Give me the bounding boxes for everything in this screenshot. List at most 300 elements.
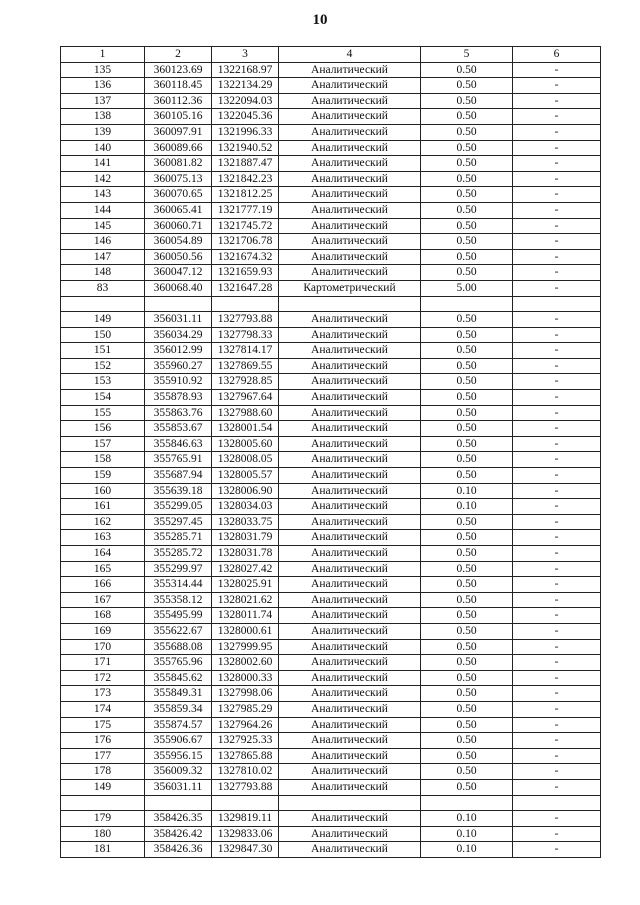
table-cell: Аналитический — [279, 483, 421, 499]
table-cell: 355495.99 — [145, 608, 212, 624]
table-cell: 1328034.03 — [212, 499, 279, 515]
table-cell: Аналитический — [279, 249, 421, 265]
table-row — [61, 156, 601, 172]
column-header: 3 — [212, 47, 279, 63]
table-cell: 358426.35 — [145, 811, 212, 827]
table-cell: - — [513, 312, 601, 328]
table-cell — [421, 296, 513, 312]
table-cell: 355765.91 — [145, 452, 212, 468]
table-row — [61, 608, 601, 624]
table-cell: 0.50 — [421, 546, 513, 562]
table-cell: 1328005.57 — [212, 468, 279, 484]
table-row — [61, 421, 601, 437]
table-cell: - — [513, 156, 601, 172]
column-header: 2 — [145, 47, 212, 63]
table-cell: 165 — [61, 561, 145, 577]
table-cell: 1328002.60 — [212, 655, 279, 671]
table-cell: 1321887.47 — [212, 156, 279, 172]
table-cell: 0.50 — [421, 561, 513, 577]
table-cell: 360089.66 — [145, 140, 212, 156]
table-cell: 0.50 — [421, 140, 513, 156]
table-cell: Аналитический — [279, 701, 421, 717]
table-cell: 146 — [61, 234, 145, 250]
table-cell: 1322168.97 — [212, 62, 279, 78]
table-cell: 0.50 — [421, 171, 513, 187]
table-cell: 0.50 — [421, 670, 513, 686]
table-cell: 0.50 — [421, 639, 513, 655]
table-cell: - — [513, 764, 601, 780]
table-cell: Аналитический — [279, 670, 421, 686]
table-cell: 0.10 — [421, 826, 513, 842]
table-cell: 360060.71 — [145, 218, 212, 234]
table-cell — [145, 795, 212, 811]
table-cell: 1328011.74 — [212, 608, 279, 624]
table-cell: 0.50 — [421, 701, 513, 717]
table-cell: - — [513, 670, 601, 686]
table-row — [61, 577, 601, 593]
table-row — [61, 561, 601, 577]
table-row — [61, 592, 601, 608]
table-cell: 1328025.91 — [212, 577, 279, 593]
table-cell: Аналитический — [279, 156, 421, 172]
table-cell: - — [513, 327, 601, 343]
table-cell: 360070.65 — [145, 187, 212, 203]
table-cell: 0.10 — [421, 842, 513, 858]
page-number: 10 — [312, 12, 328, 28]
table-row — [61, 811, 601, 827]
table-cell: 158 — [61, 452, 145, 468]
table-cell: - — [513, 436, 601, 452]
table-cell: 0.50 — [421, 327, 513, 343]
table-cell: 138 — [61, 109, 145, 125]
table-cell: - — [513, 374, 601, 390]
table-cell: Аналитический — [279, 639, 421, 655]
table-cell: 1327964.26 — [212, 717, 279, 733]
table-cell: 0.50 — [421, 218, 513, 234]
table-cell: 136 — [61, 78, 145, 94]
table-cell: 358426.42 — [145, 826, 212, 842]
table-cell: 5.00 — [421, 280, 513, 296]
table-row — [61, 779, 601, 795]
table-cell: 355849.31 — [145, 686, 212, 702]
table-cell: 0.50 — [421, 577, 513, 593]
table-cell: 1327810.02 — [212, 764, 279, 780]
table-row — [61, 546, 601, 562]
column-header: 5 — [421, 47, 513, 63]
table-cell: 1327814.17 — [212, 343, 279, 359]
table-cell: - — [513, 202, 601, 218]
table-cell: 0.50 — [421, 530, 513, 546]
table-cell: 1328027.42 — [212, 561, 279, 577]
table-cell: 0.50 — [421, 764, 513, 780]
table-cell: - — [513, 62, 601, 78]
table-cell: 1321777.19 — [212, 202, 279, 218]
table-cell: 168 — [61, 608, 145, 624]
table-cell: - — [513, 748, 601, 764]
table-row — [61, 639, 601, 655]
table-cell: 1327793.88 — [212, 779, 279, 795]
table-cell: 0.50 — [421, 343, 513, 359]
table-cell: 0.50 — [421, 592, 513, 608]
table-cell: - — [513, 452, 601, 468]
table-cell: - — [513, 171, 601, 187]
table-cell: 155 — [61, 405, 145, 421]
table-row — [61, 468, 601, 484]
table-cell: 0.50 — [421, 655, 513, 671]
table-cell: 356012.99 — [145, 343, 212, 359]
table-cell: - — [513, 390, 601, 406]
table-cell: 1321996.33 — [212, 124, 279, 140]
table-cell: 1328000.33 — [212, 670, 279, 686]
table-cell: 0.50 — [421, 390, 513, 406]
table-cell: - — [513, 530, 601, 546]
table-cell: Аналитический — [279, 93, 421, 109]
table-cell: 355285.71 — [145, 530, 212, 546]
table-cell: Аналитический — [279, 78, 421, 94]
table-cell: 142 — [61, 171, 145, 187]
table-cell: Аналитический — [279, 842, 421, 858]
table-cell: Аналитический — [279, 187, 421, 203]
table-cell: 360065.41 — [145, 202, 212, 218]
table-cell: - — [513, 405, 601, 421]
table-cell: Аналитический — [279, 452, 421, 468]
table-cell: Аналитический — [279, 343, 421, 359]
table-row — [61, 280, 601, 296]
table-cell: - — [513, 608, 601, 624]
table-cell: 360075.13 — [145, 171, 212, 187]
table-row — [61, 218, 601, 234]
table-cell: 179 — [61, 811, 145, 827]
table-cell: 1327798.33 — [212, 327, 279, 343]
table-cell: - — [513, 811, 601, 827]
table-cell: 147 — [61, 249, 145, 265]
table-cell: Аналитический — [279, 733, 421, 749]
table-cell: 166 — [61, 577, 145, 593]
table-cell: - — [513, 499, 601, 515]
table-cell: - — [513, 592, 601, 608]
table-row — [61, 483, 601, 499]
table-cell: 1328006.90 — [212, 483, 279, 499]
table-row — [61, 390, 601, 406]
table-body — [61, 62, 601, 857]
table-cell: 162 — [61, 514, 145, 530]
table-cell: - — [513, 421, 601, 437]
table-cell: 161 — [61, 499, 145, 515]
table-cell: 1327988.60 — [212, 405, 279, 421]
table-cell: - — [513, 234, 601, 250]
table-cell — [279, 296, 421, 312]
table-cell: 0.50 — [421, 468, 513, 484]
table-cell: - — [513, 717, 601, 733]
table-cell: 159 — [61, 468, 145, 484]
table-cell: 0.50 — [421, 187, 513, 203]
table-cell: 0.50 — [421, 436, 513, 452]
table-cell: 0.50 — [421, 249, 513, 265]
table-cell: 355687.94 — [145, 468, 212, 484]
table-cell: 1328021.62 — [212, 592, 279, 608]
table-cell: 1327967.64 — [212, 390, 279, 406]
table-cell: 355853.67 — [145, 421, 212, 437]
table-cell: 0.50 — [421, 405, 513, 421]
table-cell: 1328031.78 — [212, 546, 279, 562]
table-cell: 355956.15 — [145, 748, 212, 764]
table-row — [61, 109, 601, 125]
table-cell: 360097.91 — [145, 124, 212, 140]
table-cell: 0.50 — [421, 779, 513, 795]
table-cell: Аналитический — [279, 608, 421, 624]
table-cell: 356031.11 — [145, 312, 212, 328]
table-cell: 140 — [61, 140, 145, 156]
table-cell: 355846.63 — [145, 436, 212, 452]
table-row — [61, 514, 601, 530]
table-cell: 0.50 — [421, 234, 513, 250]
table-cell: - — [513, 577, 601, 593]
table-cell: 1327793.88 — [212, 312, 279, 328]
table-cell: 0.50 — [421, 78, 513, 94]
table-cell: 175 — [61, 717, 145, 733]
table-row — [61, 312, 601, 328]
table-cell: Аналитический — [279, 265, 421, 281]
table-cell: 1327999.95 — [212, 639, 279, 655]
table-cell: 0.10 — [421, 499, 513, 515]
table-cell: 174 — [61, 701, 145, 717]
table-cell: 1321706.78 — [212, 234, 279, 250]
table-cell: 1321812.25 — [212, 187, 279, 203]
table-cell: Аналитический — [279, 436, 421, 452]
table-cell: 355297.45 — [145, 514, 212, 530]
table-cell: 0.10 — [421, 811, 513, 827]
table-cell: - — [513, 93, 601, 109]
table-cell: 172 — [61, 670, 145, 686]
table-cell: 144 — [61, 202, 145, 218]
table-row — [61, 670, 601, 686]
table-cell: Аналитический — [279, 312, 421, 328]
table-row — [61, 171, 601, 187]
table-row — [61, 655, 601, 671]
table-cell: - — [513, 779, 601, 795]
coordinates-table — [60, 46, 601, 858]
table-cell: 164 — [61, 546, 145, 562]
table-cell: 355639.18 — [145, 483, 212, 499]
table-cell: Аналитический — [279, 779, 421, 795]
table-row — [61, 234, 601, 250]
table-cell: 167 — [61, 592, 145, 608]
table-header-row — [61, 47, 601, 63]
table-cell: 1321647.28 — [212, 280, 279, 296]
table-cell: Аналитический — [279, 374, 421, 390]
table-cell: 355863.76 — [145, 405, 212, 421]
table-cell: 1327869.55 — [212, 358, 279, 374]
table-cell: 83 — [61, 280, 145, 296]
table-cell: 0.50 — [421, 93, 513, 109]
table-cell: 355859.34 — [145, 701, 212, 717]
table-cell: 355960.27 — [145, 358, 212, 374]
table-cell: 1322045.36 — [212, 109, 279, 125]
table-cell: 0.50 — [421, 623, 513, 639]
table-cell — [513, 795, 601, 811]
table-cell: 355314.44 — [145, 577, 212, 593]
table-cell: 1327928.85 — [212, 374, 279, 390]
table-cell: 149 — [61, 779, 145, 795]
table-cell: Аналитический — [279, 109, 421, 125]
table-cell: 1329833.06 — [212, 826, 279, 842]
table-cell: 356009.32 — [145, 764, 212, 780]
table-cell: Аналитический — [279, 655, 421, 671]
table-cell: 360047.12 — [145, 265, 212, 281]
table-cell: 360105.16 — [145, 109, 212, 125]
table-row — [61, 795, 601, 811]
table-cell: 0.50 — [421, 733, 513, 749]
table-row — [61, 140, 601, 156]
table-row — [61, 748, 601, 764]
table-cell — [145, 296, 212, 312]
table-row — [61, 842, 601, 858]
table-cell: Аналитический — [279, 234, 421, 250]
table-cell: 0.50 — [421, 717, 513, 733]
table-cell: 1328008.05 — [212, 452, 279, 468]
table-cell: - — [513, 546, 601, 562]
table-cell: Аналитический — [279, 546, 421, 562]
table-cell: 360054.89 — [145, 234, 212, 250]
table-cell: 360050.56 — [145, 249, 212, 265]
table-row — [61, 93, 601, 109]
table-cell: 180 — [61, 826, 145, 842]
table-cell: - — [513, 826, 601, 842]
table-cell: Аналитический — [279, 124, 421, 140]
table-cell — [61, 296, 145, 312]
table-cell: 153 — [61, 374, 145, 390]
table-cell: Аналитический — [279, 530, 421, 546]
table-cell: - — [513, 639, 601, 655]
table-cell: 137 — [61, 93, 145, 109]
table-cell: 0.50 — [421, 62, 513, 78]
table-cell: 145 — [61, 218, 145, 234]
table-cell — [61, 795, 145, 811]
table-cell: 149 — [61, 312, 145, 328]
table-row — [61, 343, 601, 359]
table-cell: - — [513, 78, 601, 94]
table-cell: 358426.36 — [145, 842, 212, 858]
table-row — [61, 436, 601, 452]
table-cell: 151 — [61, 343, 145, 359]
table-cell: - — [513, 249, 601, 265]
table-cell: 0.50 — [421, 109, 513, 125]
table-cell: 355874.57 — [145, 717, 212, 733]
table-cell: 1321745.72 — [212, 218, 279, 234]
table-cell: 355845.62 — [145, 670, 212, 686]
table-cell: 148 — [61, 265, 145, 281]
table-cell: Аналитический — [279, 468, 421, 484]
table-cell: 0.50 — [421, 124, 513, 140]
table-cell: 355688.08 — [145, 639, 212, 655]
table-cell: 1322134.29 — [212, 78, 279, 94]
table-cell: - — [513, 468, 601, 484]
table-cell: Аналитический — [279, 171, 421, 187]
table-cell: Аналитический — [279, 218, 421, 234]
table-cell: 355906.67 — [145, 733, 212, 749]
table-row — [61, 265, 601, 281]
table-cell: 1321940.52 — [212, 140, 279, 156]
table-cell: 1327985.29 — [212, 701, 279, 717]
table-cell: - — [513, 561, 601, 577]
table-cell — [421, 795, 513, 811]
table-cell: - — [513, 343, 601, 359]
table-cell — [513, 296, 601, 312]
table-cell: - — [513, 733, 601, 749]
table-cell: 1327865.88 — [212, 748, 279, 764]
table-cell: Аналитический — [279, 717, 421, 733]
table-cell: 355622.67 — [145, 623, 212, 639]
table-row — [61, 530, 601, 546]
table-cell: 0.50 — [421, 686, 513, 702]
table-cell: 356031.11 — [145, 779, 212, 795]
table-cell: Аналитический — [279, 764, 421, 780]
table-cell: Аналитический — [279, 592, 421, 608]
table-cell: 1328005.60 — [212, 436, 279, 452]
table-cell: 135 — [61, 62, 145, 78]
table-cell: Аналитический — [279, 561, 421, 577]
table-cell: 150 — [61, 327, 145, 343]
table-row — [61, 499, 601, 515]
table-cell: - — [513, 280, 601, 296]
table-cell: 178 — [61, 764, 145, 780]
table-row — [61, 623, 601, 639]
table-cell: 152 — [61, 358, 145, 374]
table-row — [61, 405, 601, 421]
table-cell: - — [513, 187, 601, 203]
table-cell: - — [513, 483, 601, 499]
table-cell: 1321842.23 — [212, 171, 279, 187]
table-cell: 0.50 — [421, 202, 513, 218]
table-row — [61, 187, 601, 203]
table-cell: 0.50 — [421, 265, 513, 281]
table-cell: 176 — [61, 733, 145, 749]
table-row — [61, 296, 601, 312]
table-cell: 141 — [61, 156, 145, 172]
table-cell: 355358.12 — [145, 592, 212, 608]
table-cell: 1329819.11 — [212, 811, 279, 827]
table-row — [61, 374, 601, 390]
table-cell: - — [513, 701, 601, 717]
table-cell: - — [513, 140, 601, 156]
table-cell: 0.50 — [421, 452, 513, 468]
table-cell: Аналитический — [279, 623, 421, 639]
table-cell: 1321659.93 — [212, 265, 279, 281]
table-row — [61, 327, 601, 343]
table-cell: Аналитический — [279, 62, 421, 78]
table-cell: 0.50 — [421, 374, 513, 390]
table-cell: 169 — [61, 623, 145, 639]
table-row — [61, 717, 601, 733]
table-row — [61, 701, 601, 717]
table-row — [61, 764, 601, 780]
table-cell: 181 — [61, 842, 145, 858]
table-cell: 360112.36 — [145, 93, 212, 109]
table-cell: - — [513, 265, 601, 281]
table-cell: - — [513, 623, 601, 639]
table-cell: 355299.97 — [145, 561, 212, 577]
table-cell: 355285.72 — [145, 546, 212, 562]
table-cell: Аналитический — [279, 202, 421, 218]
table-cell: 1328033.75 — [212, 514, 279, 530]
table-cell: 139 — [61, 124, 145, 140]
table-cell: 1328001.54 — [212, 421, 279, 437]
table-cell: Аналитический — [279, 327, 421, 343]
table-cell: 0.10 — [421, 483, 513, 499]
table-cell: 360081.82 — [145, 156, 212, 172]
table-cell: 177 — [61, 748, 145, 764]
column-header: 6 — [513, 47, 601, 63]
